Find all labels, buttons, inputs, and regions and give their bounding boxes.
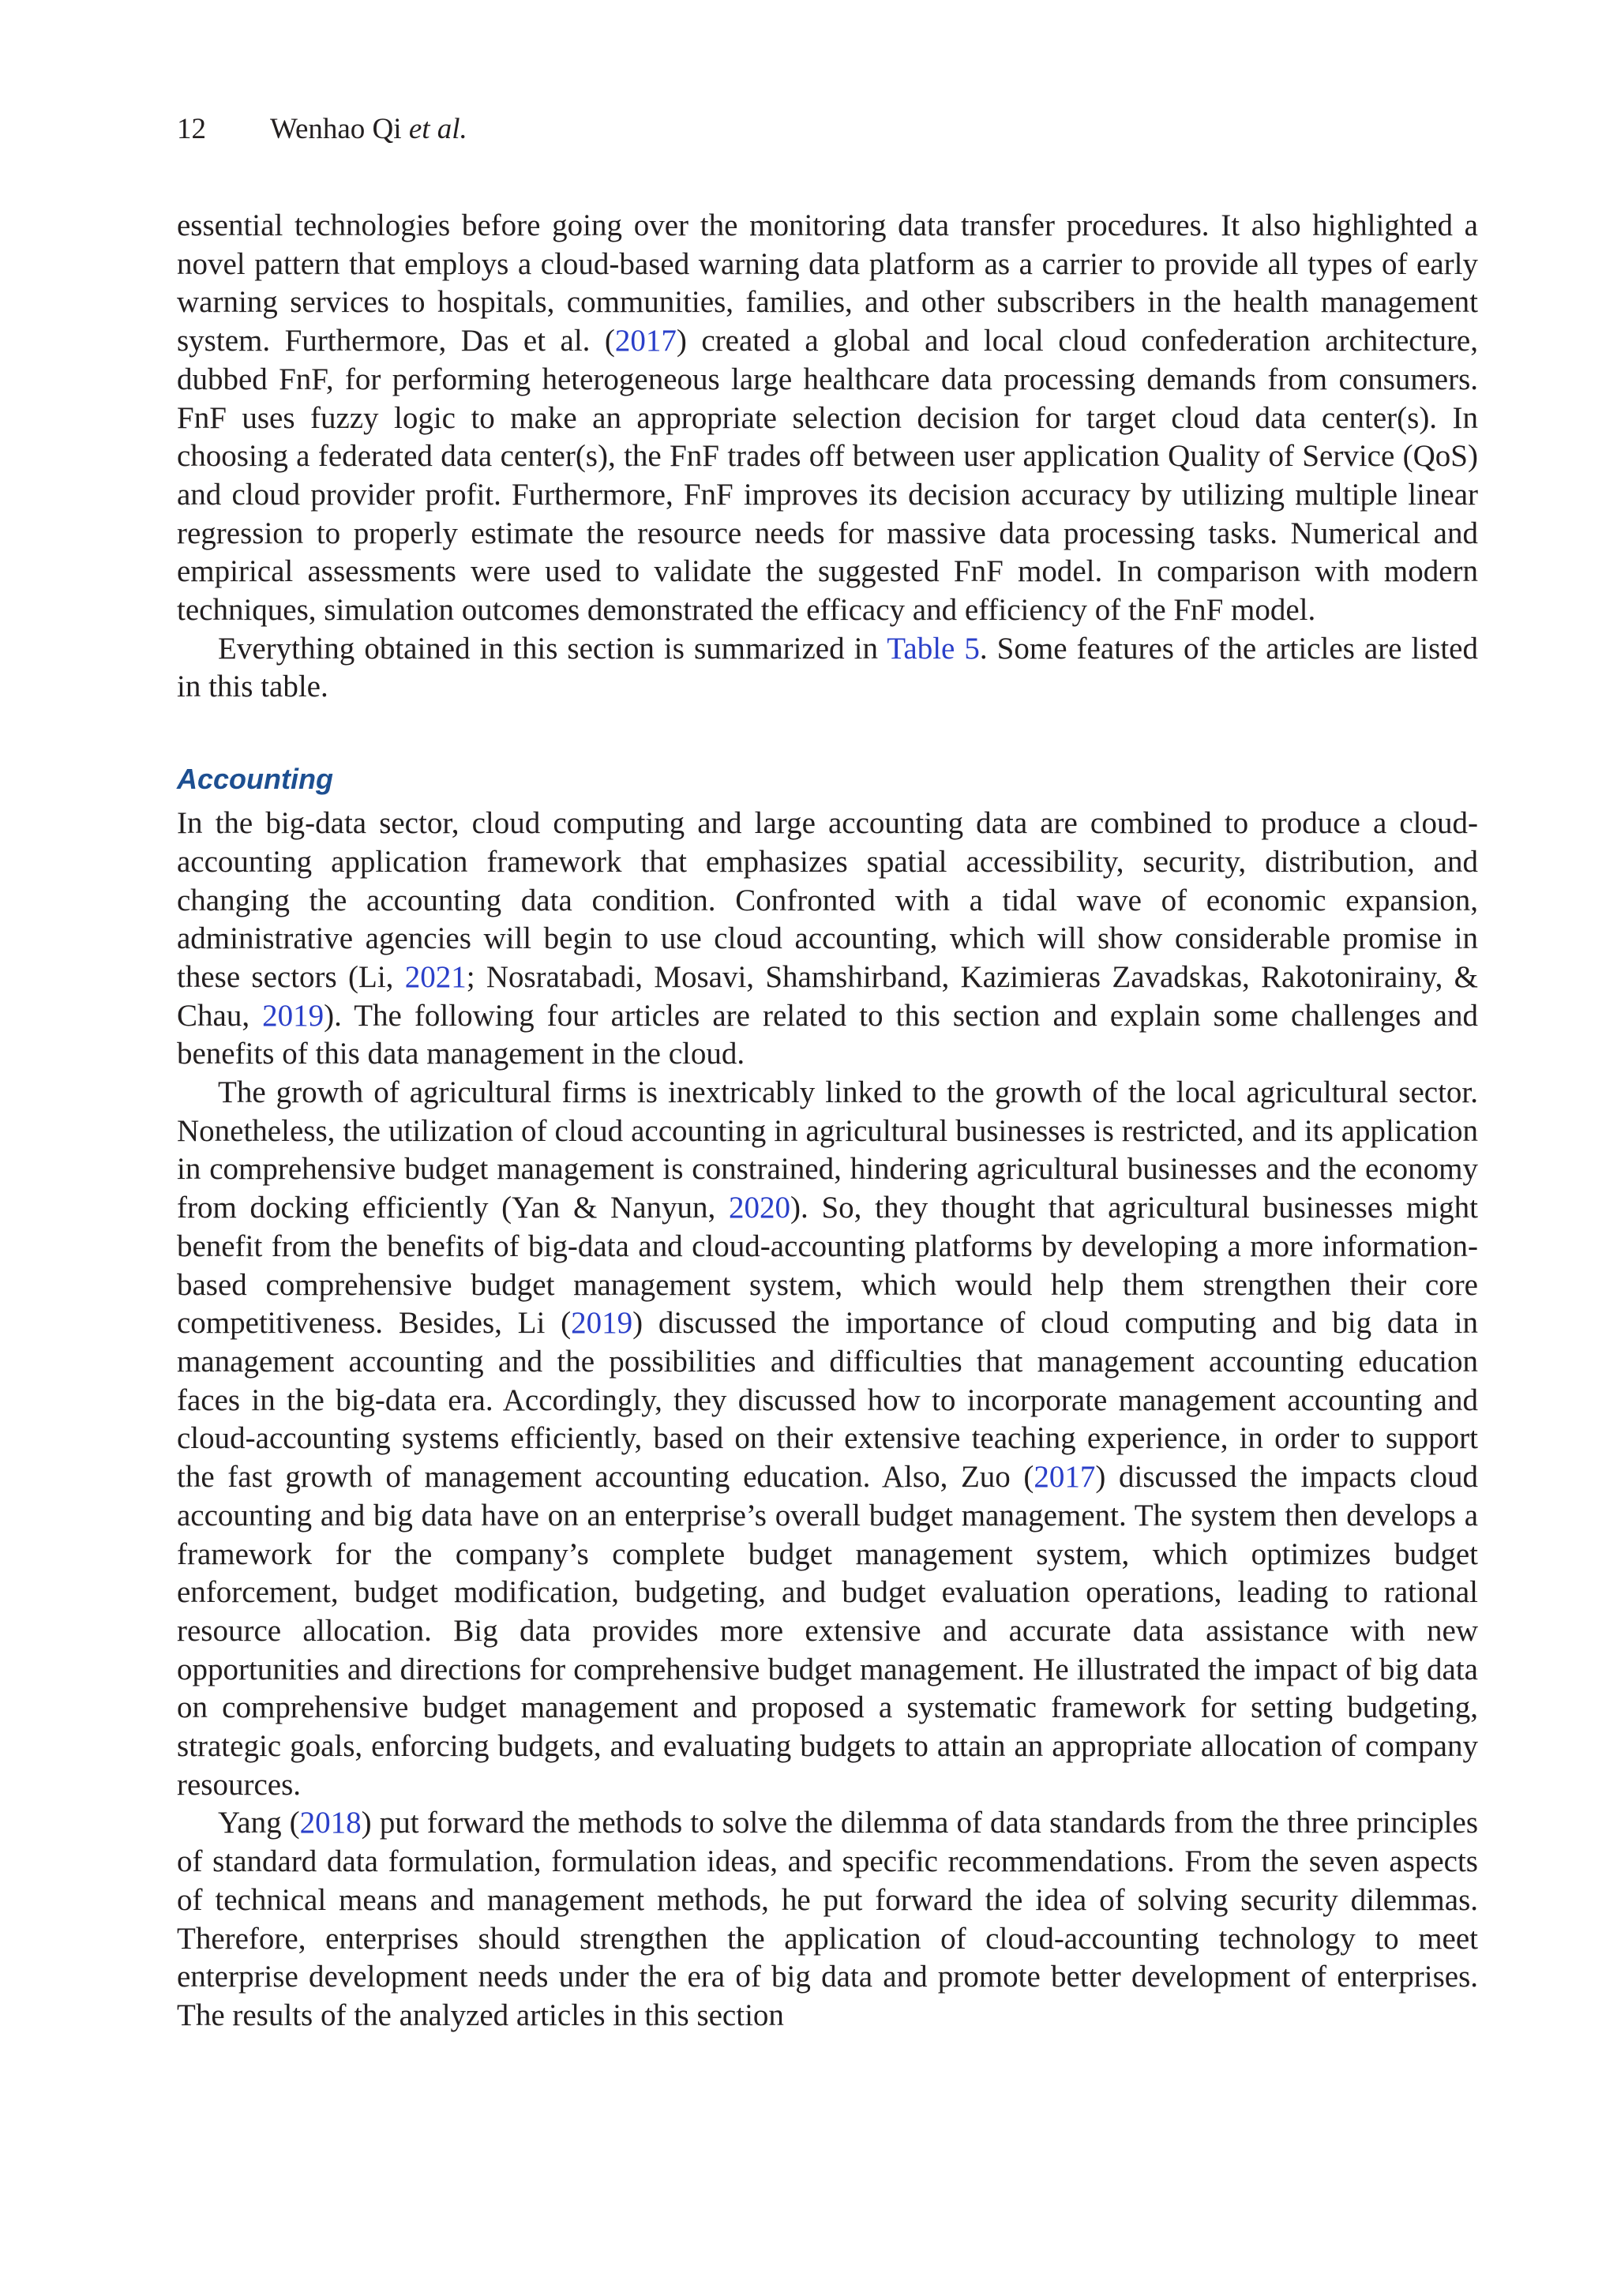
citation-link[interactable]: Table 5: [887, 631, 980, 666]
citation-link[interactable]: 2017: [614, 324, 677, 358]
section-paragraphs: [177, 805, 1478, 2035]
page-bottom-margin: [0, 2113, 1617, 2296]
paragraph-text: The growth of agricultural firms is inextricably linked to the growth of the local agricultural sector. Nonetheless, the utilization of cloud accounting in agricultural businesses is restricted, and its application in comprehensive budget management is constrained, hindering agricultural businesses and the economy from docking efficiently (Yan & Nanyun,: [177, 1075, 1478, 1225]
paragraph-text: Yang (: [218, 1806, 300, 1840]
citation-link[interactable]: 2020: [729, 1191, 790, 1225]
citation-link[interactable]: 2021: [404, 959, 467, 994]
paragraph-text: . Some features of the articles are listed in this table.: [177, 631, 1478, 704]
citation-link[interactable]: 2019: [571, 1306, 633, 1341]
body-text: [177, 207, 1478, 2035]
paragraph-text: ) discussed the importance of cloud computing and big data in management accounting and the possibilities and difficulties that management accounting education faces in the big-data era. Accordingly, they discussed how to incorporate management accounting and cloud-accounting systems efficiently, based on their extensive teaching experience, in order to support the fast growth of management accounting education. Also, Zuo (: [177, 1306, 1478, 1495]
citation-link[interactable]: 2019: [262, 998, 325, 1033]
paragraph: [177, 805, 1478, 1074]
author-name: Wenhao Qi: [270, 113, 402, 145]
et-al: et al.: [408, 113, 467, 145]
paragraph: [177, 630, 1478, 707]
citation-link[interactable]: 2018: [299, 1806, 362, 1840]
paragraph-text: In the big-data sector, cloud computing and large accounting data are combined to produce a cloud-accounting application framework that emphasizes spatial accessibility, security, distribution, and changing the accounting data condition. Confronted with a tidal wave of economic expansion, administrative agencies will begin to use cloud accounting, which will show considerable promise in these sectors (Li,: [177, 806, 1478, 994]
paragraph-text: ) put forward the methods to solve the dilemma of data standards from the three principles of standard data formulation, formulation ideas, and specific recommendations. From the seven aspects of technical means and management methods, he put forward the idea of solving security dilemmas. Therefore, enterprises should strengthen the application of cloud-accounting technology to meet enterprise development needs under the era of big data and promote better development of enterprises. The results of the analyzed articles in this section: [177, 1806, 1478, 2032]
paragraph: [177, 1804, 1478, 2035]
intro-paragraphs: [177, 207, 1478, 707]
paragraph-text: ). So, they thought that agricultural businesses might benefit from the benefits of big-data and cloud-accounting platforms by developing a more information-based comprehensive budget management system, which would help them strengthen their core competitiveness. Besides, Li (: [177, 1191, 1478, 1341]
paragraph: [177, 207, 1478, 630]
paragraph-text: ) discussed the impacts cloud accounting and big data have on an enterprise’s overall budget management. The system then develops a framework for the company’s complete budget management system, which optimizes budget enforcement, budget modification, budgeting, and budget evaluation operations, leading to rational resource allocation. Big data provides more extensive and accurate data assistance with new opportunities and directions for comprehensive budget management. He illustrated the impact of big data on comprehensive budget management and proposed a systematic framework for setting budgeting, strategic goals, enforcing budgets, and evaluating budgets to attain an appropriate allocation of company resources.: [177, 1460, 1478, 1802]
paragraph-text: Everything obtained in this section is summarized in: [218, 631, 887, 666]
paragraph: [177, 1074, 1478, 1804]
running-head: [177, 112, 467, 146]
citation-link[interactable]: 2017: [1034, 1460, 1096, 1495]
paragraph-text: essential technologies before going over the monitoring data transfer procedures. It also highlighted a novel pattern that employs a cloud-based warning data platform as a carrier to provide all types of early warning services to hospitals, communities, families, and other subscribers in the health management system. Furthermore, Das et al. (: [177, 208, 1478, 358]
section-heading: Accounting: [177, 763, 333, 796]
paragraph-text: ). The following four articles are related to this section and explain some challenges and benefits of this data management in the cloud.: [177, 998, 1478, 1071]
paragraph-text: ; Nosratabadi, Mosavi, Shamshirband, Kazimieras Zavadskas, Rakotonirainy, & Chau,: [177, 959, 1478, 1033]
page-number: 12: [177, 113, 206, 145]
paragraph-text: ) created a global and local cloud confederation architecture, dubbed FnF, for performing heterogeneous large healthcare data processing demands from consumers. FnF uses fuzzy logic to make an appropriate selection decision for target cloud data center(s). In choosing a federated data center(s), the FnF trades off between user application Quality of Service (QoS) and cloud provider profit. Furthermore, FnF improves its decision accuracy by utilizing multiple linear regression to properly estimate the resource needs for massive data processing tasks. Numerical and empirical assessments were used to validate the suggested FnF model. In comparison with modern techniques, simulation outcomes demonstrated the efficacy and efficiency of the FnF model.: [177, 324, 1478, 628]
